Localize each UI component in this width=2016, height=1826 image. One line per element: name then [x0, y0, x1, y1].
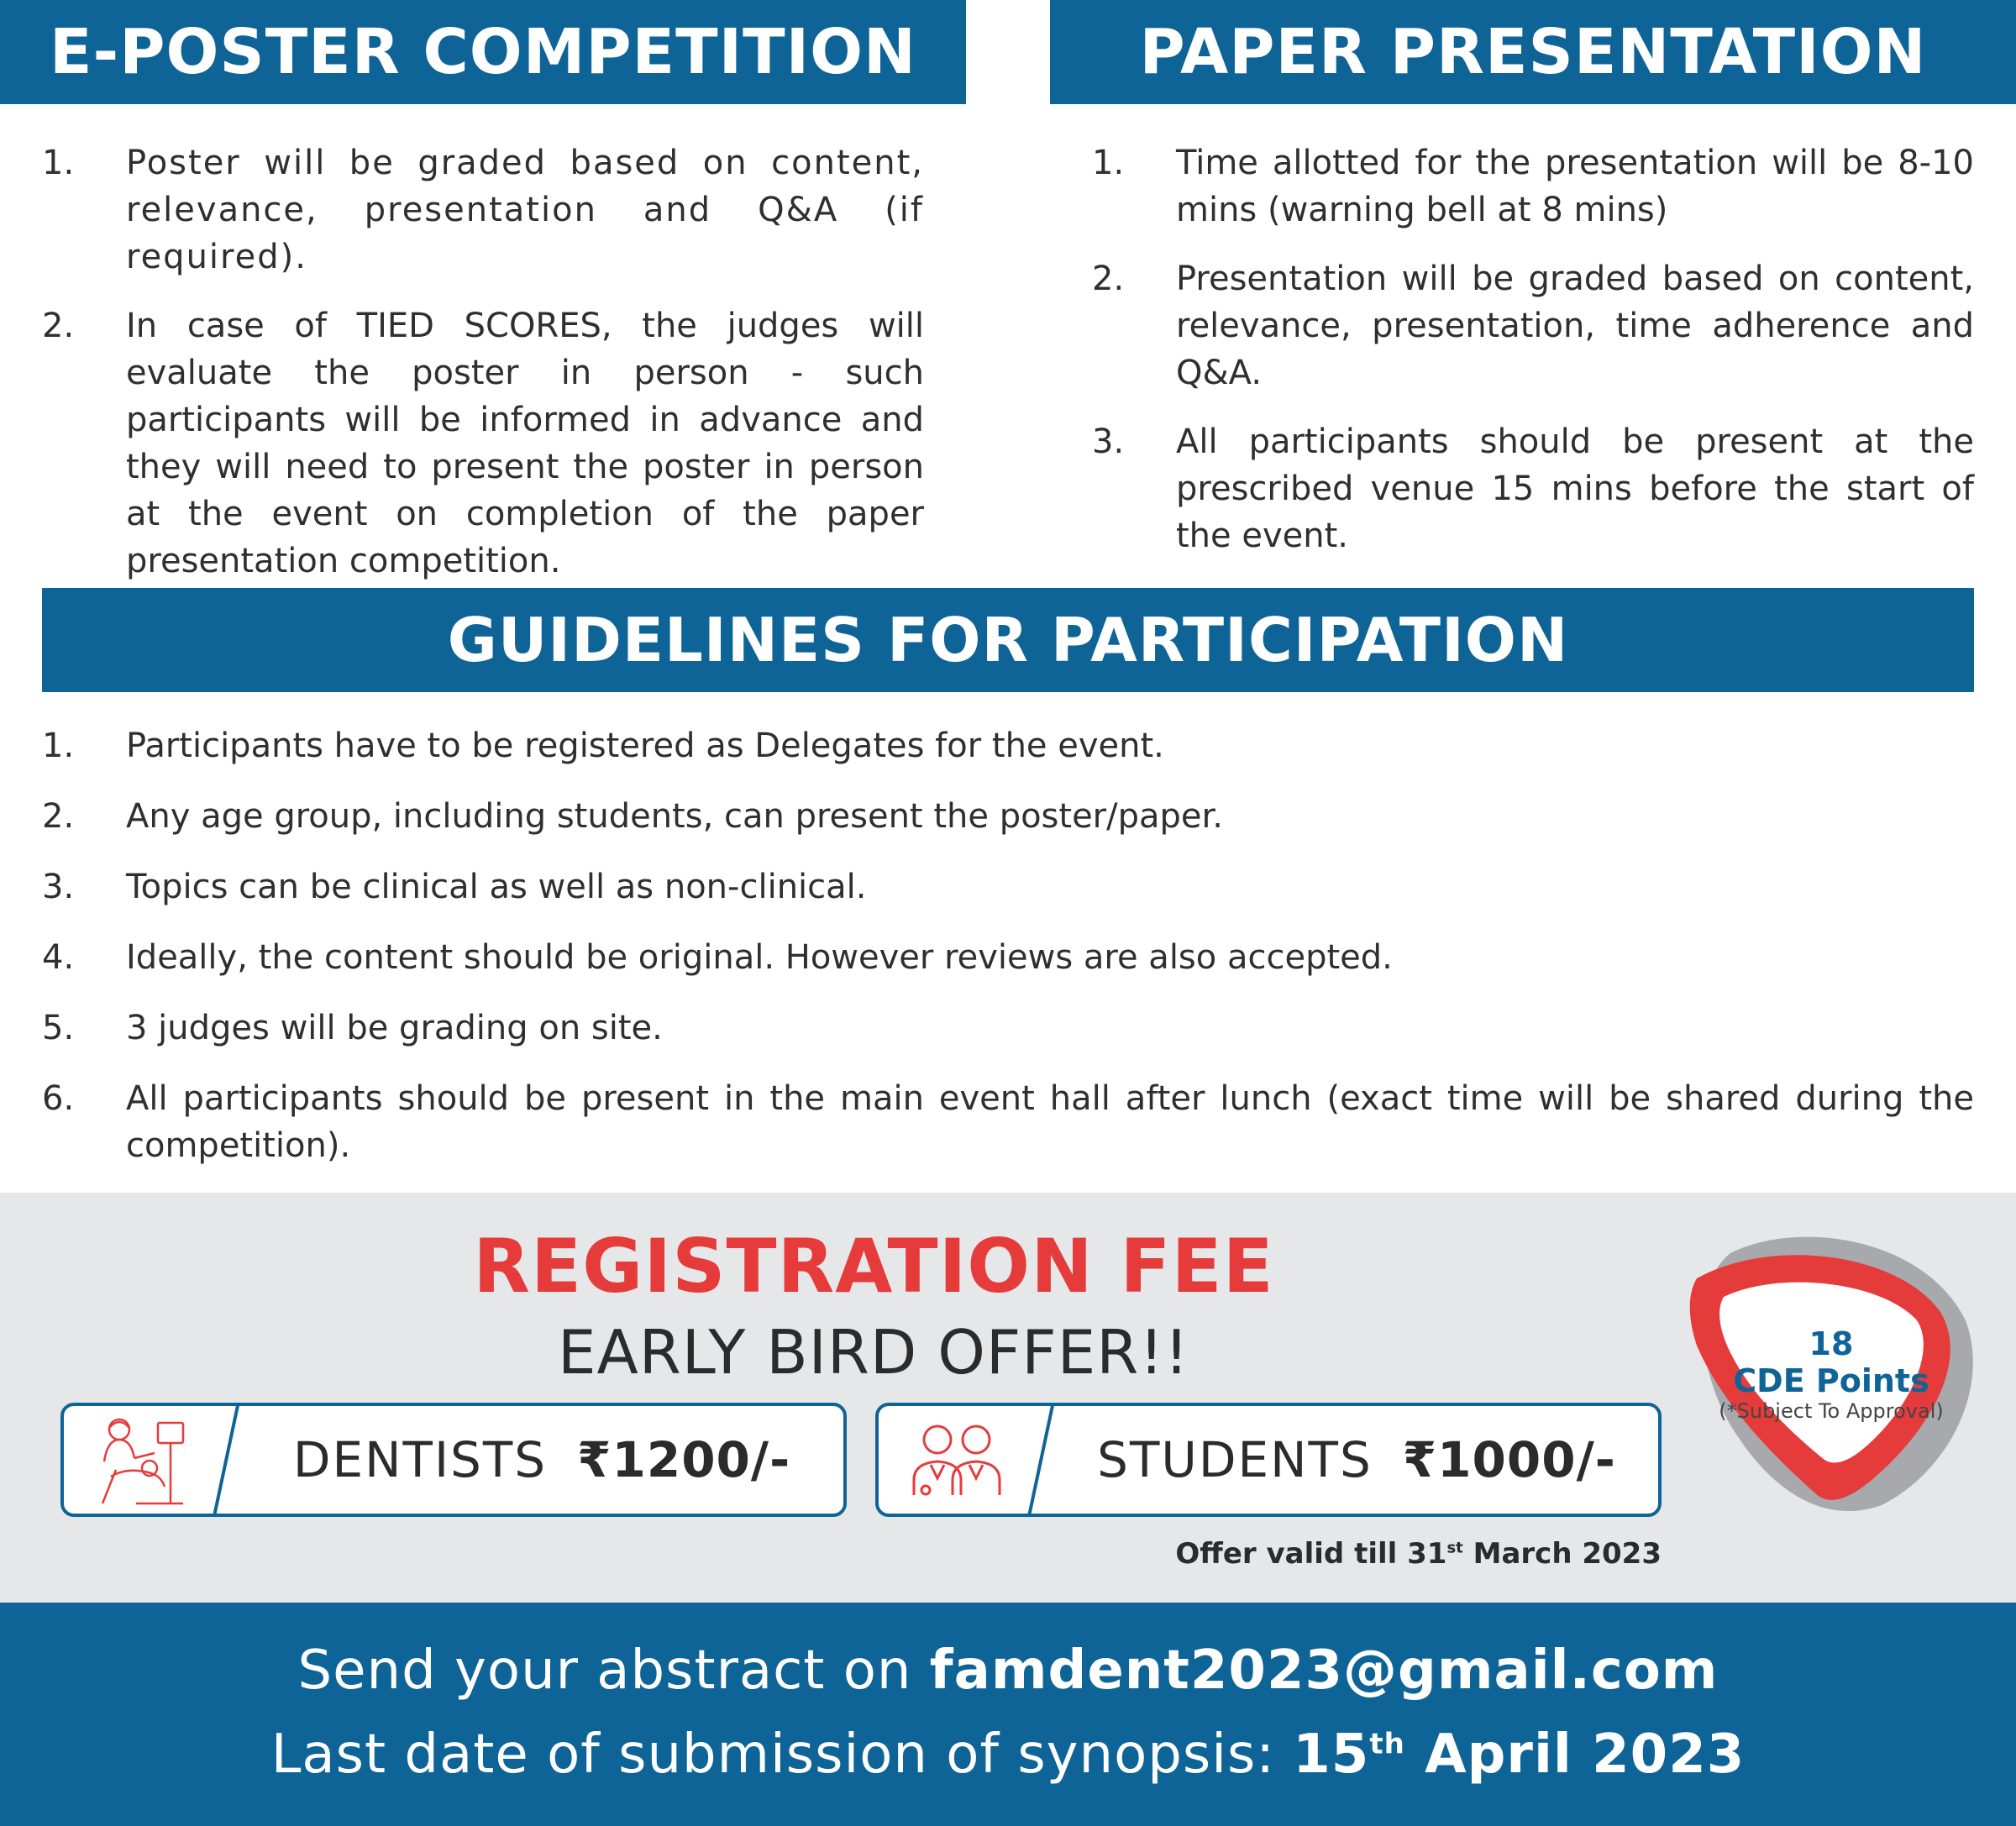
item-number: 5. — [42, 1009, 75, 1047]
list-item — [42, 863, 1974, 910]
item-text: Ideally, the content should be original. However reviews are also accepted. — [126, 938, 1393, 977]
item-number: 2. — [42, 307, 75, 345]
badge-label: CDE Points — [1733, 1362, 1929, 1399]
registration-section — [0, 1193, 2016, 1603]
guidelines-heading: GUIDELINES FOR PARTICIPATION — [42, 588, 1974, 692]
fee-divider — [1024, 1403, 1055, 1517]
list-item — [42, 1005, 1974, 1052]
list-item — [42, 934, 1974, 981]
item-number: 2. — [1092, 260, 1125, 298]
list-item — [42, 139, 924, 281]
item-text: In case of TIED SCORES, the judges will evaluate the poster in person - such participants will be informed in advance and they will need to present the poster in person at the event on completion of the paper presentation competition. — [126, 307, 924, 580]
item-text: Topics can be clinical as well as non-clinical. — [126, 868, 867, 906]
item-number: 2. — [42, 797, 75, 836]
list-item — [1092, 139, 1974, 233]
list-item — [1092, 418, 1974, 559]
item-number: 1. — [1092, 144, 1125, 182]
item-number: 1. — [42, 727, 75, 765]
eposter-rules-list — [42, 139, 924, 606]
contact-email[interactable]: famdent2023@gmail.com — [929, 1640, 1719, 1702]
badge-number: 18 — [1809, 1325, 1854, 1362]
students-fee — [1072, 1406, 1641, 1514]
fee-divider — [209, 1403, 240, 1517]
item-text: Time allotted for the presentation will be 8-10 mins (warning bell at 8 mins) — [1176, 144, 1974, 229]
list-item — [42, 302, 924, 585]
students-label: STUDENTS — [1097, 1431, 1373, 1488]
badge-text — [1714, 1325, 1949, 1423]
item-number: 6. — [42, 1079, 75, 1118]
registration-title: REGISTRATION FEE — [473, 1223, 1274, 1309]
eposter-heading: E-POSTER COMPETITION — [0, 0, 966, 104]
item-number: 3. — [42, 868, 75, 906]
students-icon — [900, 1411, 1010, 1510]
item-text: 3 judges will be grading on site. — [126, 1009, 663, 1047]
item-text: Participants have to be registered as Delegates for the event. — [126, 727, 1164, 765]
offer-validity-note: Offer valid till 31st March 2023 — [1175, 1537, 1662, 1571]
dentists-fee-card — [60, 1403, 847, 1517]
guidelines-list — [42, 722, 1974, 1193]
paper-presentation-heading: PAPER PRESENTATION — [1050, 0, 2016, 104]
item-number: 1. — [42, 144, 75, 182]
item-text: Any age group, including students, can present the poster/paper. — [126, 797, 1223, 836]
item-text: Poster will be graded based on content, relevance, presentation and Q&A (if required). — [126, 144, 924, 276]
submission-deadline-line: Last date of submission of synopsis: 15th April 2023 — [270, 1724, 1746, 1786]
footer — [0, 1603, 2016, 1826]
list-item — [42, 793, 1974, 840]
dentist-patient-icon — [86, 1411, 195, 1510]
dentists-amount: ₹1200/- — [577, 1431, 791, 1488]
list-item — [42, 1075, 1974, 1169]
abstract-email-line: Send your abstract on famdent2023@gmail.com — [297, 1640, 1719, 1702]
item-number: 3. — [1092, 422, 1125, 461]
students-amount: ₹1000/- — [1402, 1431, 1616, 1488]
item-text: All participants should be present at the prescribed venue 15 mins before the start of the event. — [1176, 422, 1974, 555]
dentists-fee — [257, 1406, 827, 1514]
item-text: Presentation will be graded based on content, relevance, presentation, time adherence and Q&A. — [1176, 260, 1974, 392]
students-fee-card — [875, 1403, 1662, 1517]
dentists-label: DENTISTS — [292, 1431, 548, 1488]
item-text: All participants should be present in the main event hall after lunch (exact time will be shared during the competition). — [126, 1079, 1974, 1165]
deadline-date: 15th April 2023 — [1293, 1724, 1746, 1786]
badge-note: (*Subject To Approval) — [1719, 1399, 1944, 1423]
paper-rules-list — [1092, 139, 1974, 581]
list-item — [42, 722, 1974, 769]
item-number: 4. — [42, 938, 75, 977]
early-bird-subtitle: EARLY BIRD OFFER!! — [558, 1317, 1189, 1388]
list-item — [1092, 255, 1974, 396]
